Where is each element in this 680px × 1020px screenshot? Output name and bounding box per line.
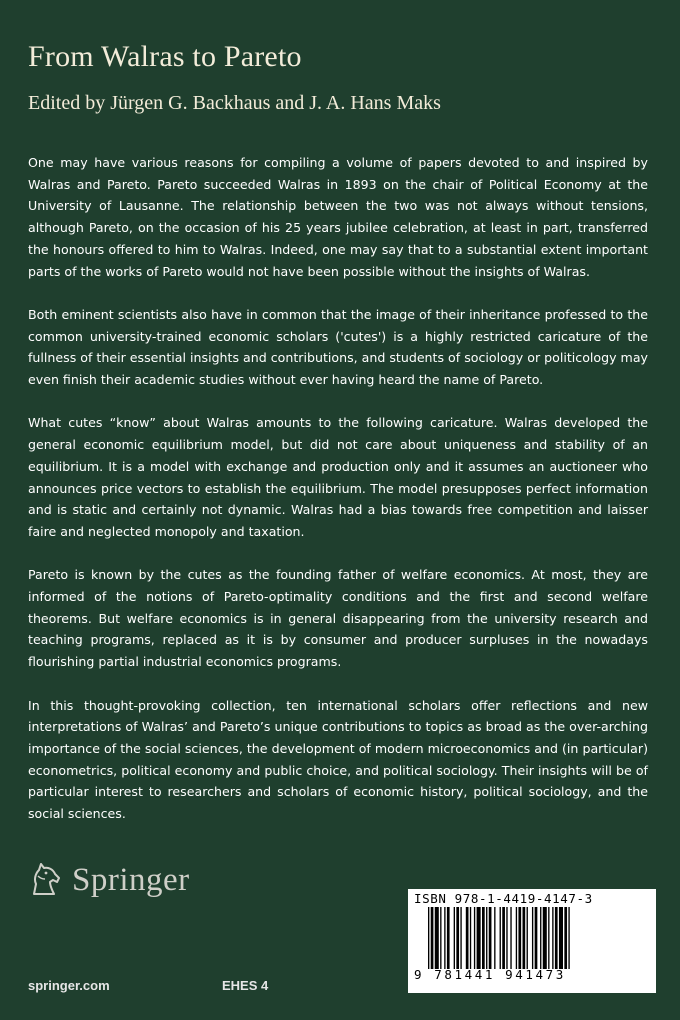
blurb-paragraph-5: In this thought-provoking collection, ten international scholars offer reflections and new interpretations of Walras’ and Pareto’s unique contributions to topics as broad as the over-arching importance of the social sciences, the development of modern microeconomics and (in particular) econometrics, political economy and public choice, and political sociology. Their insights will be of particular interest to researchers and scholars of economic history, political sociology, and the social sciences. <box>28 697 648 822</box>
blurb <box>28 152 648 846</box>
isbn-barcode <box>408 889 656 993</box>
book-title: From Walras to Pareto <box>28 40 302 73</box>
blurb-paragraph-4: Pareto is known by the cutes as the founding father of welfare economics. At most, they are informed of the notions of Pareto-optimality conditions and the first and second welfare theorems. But welfare economics is in general disappearing from the university research and teaching programs, replaced as it is by consumer and producer surpluses in the nowadays flourishing partial industrial economics programs. <box>28 567 648 670</box>
series-label: EHES 4 <box>222 978 269 993</box>
publisher-website: springer.com <box>28 978 110 993</box>
book-editors: Edited by Jürgen G. Backhaus and J. A. Hans Maks <box>28 92 441 114</box>
blurb-paragraph-3: What cutes “know” about Walras amounts to the following caricature. Walras developed the general economic equilibrium model, but did not care about uniqueness and stability of an equilibrium. It is a model with exchange and production only and it assumes an auctioneer who announces price vectors to establish the equilibrium. The model presupposes perfect information and is static and certainly not dynamic. Walras had a bias towards free competition and laisser faire and neglected monopoly and taxation. <box>28 415 648 539</box>
blurb-paragraph-1: One may have various reasons for compiling a volume of papers devoted to and inspired by Walras and Pareto. Pareto succeeded Walras in 1893 on the chair of Political Economy at the University of Lausanne. The relationship between the two was not always without tensions, although Pareto, on the occasion of his 25 years jubilee celebration, at least in part, transferred the honours offered to him to Walras. Indeed, one may say that to a substantial extent important parts of the works of Pareto would not have been possible without the insights of Walras. <box>28 155 648 279</box>
springer-wordmark: Springer <box>72 862 190 898</box>
barcode-number: 9 781441 941473 <box>414 967 566 982</box>
springer-horse-icon <box>26 858 66 903</box>
blurb-paragraph-2: Both eminent scientists also have in common that the image of their inheritance professed to the common university-trained economic scholars ('cutes') is a highly restricted caricature of the fullness of their essential insights and contributions, and students of sociology or politicology may even finish their academic studies without ever having heard the name of Pareto. <box>28 306 648 388</box>
isbn-label: ISBN 978-1-4419-4147-3 <box>414 891 593 906</box>
springer-logo <box>26 858 190 903</box>
barcode-bars <box>414 907 650 969</box>
